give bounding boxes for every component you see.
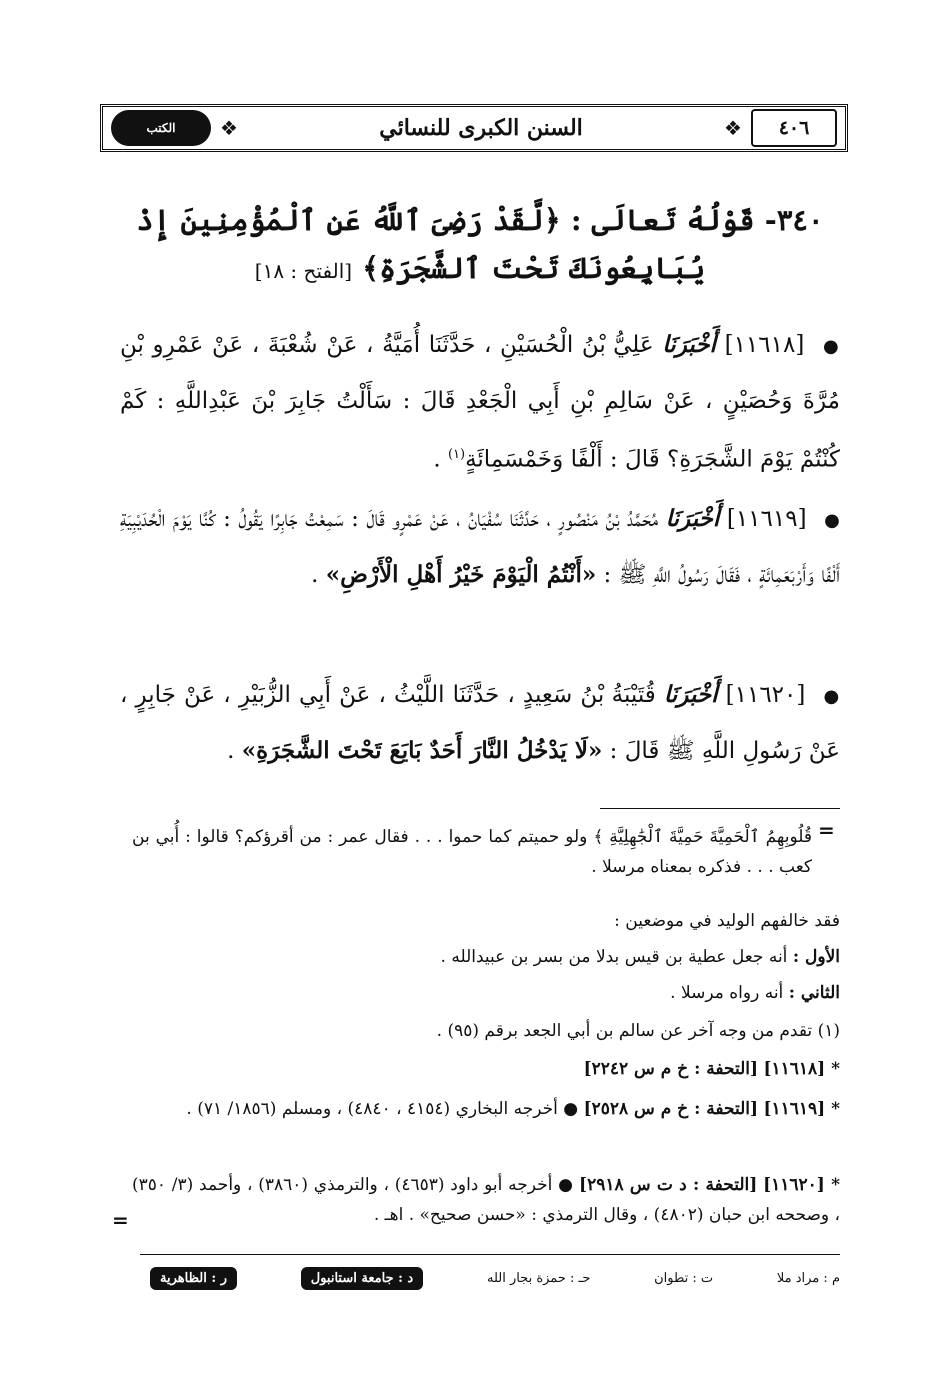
- footnote-text: أنه جعل عطية بن قيس بدلا من بسر بن عبيدالله .: [440, 947, 793, 967]
- tuhfa-ref: [التحفة : خ م س ٢٢٤٢]: [583, 1059, 759, 1079]
- bullet-icon: ●: [822, 336, 840, 357]
- manuscript-m: م : مراد ملا: [776, 1270, 840, 1286]
- akhbarana: أَخْبَرَنَا: [663, 681, 718, 708]
- continuation-mark: =: [818, 818, 835, 842]
- manuscript-h: حـ : حمزة بجار الله: [486, 1270, 591, 1286]
- hadith-end: .: [311, 562, 326, 588]
- footnote-line: [132, 942, 840, 972]
- tuhfa-ref: [التحفة : خ م س ٢٥٢٨]: [583, 1099, 759, 1119]
- takhrij-text: ● أخرجه أبو داود (٤٦٥٣) ، والترمذي (٣٨٦٠) ، وأحمد (٣/ ٣٥٠) ، وصححه ابن حبان (٤٨٠٢) ، وقال الترمذي : «حسن صحيح» . اهـ .: [132, 1175, 840, 1225]
- page-number: ٤٠٦: [751, 109, 837, 147]
- hadith-end: .: [433, 446, 448, 473]
- takhrij-2: [132, 1094, 840, 1124]
- hadith-number: [١١٦٢٠]: [725, 682, 806, 708]
- hadith-text: عَلِيُّ بْنُ الْحُسَيْنِ ، حَدَّثَنَا أُمَيَّةُ ، عَنْ شُعْبَةَ ، عَنْ عَمْرِو بْنِ مُرَّةَ وَحُصَيْنٍ ، عَنْ سَالِمِ بْنِ أَبِي الْجَعْدِ قَالَ : سَأَلْتُ جَابِرَ بْنَ عَبْدِاللَّهِ : كَمْ كُنْتُمْ يَوْمَ الشَّجَرَةِ؟ قَالَ : أَلْفًا وَخَمْسَمِائَةٍ: [120, 332, 840, 473]
- footnote-label: الأول :: [792, 947, 840, 967]
- manuscript-footer: [150, 1264, 840, 1292]
- footer-separator: [140, 1254, 840, 1255]
- footnote-marker: (١): [447, 447, 466, 462]
- footnote-line: فقد خالفهم الوليد في موضعين :: [614, 911, 840, 931]
- manuscript-r-badge: ر : الظاهرية: [150, 1267, 237, 1290]
- hadith-paragraph: [120, 492, 840, 602]
- hadith-paragraph: [120, 318, 840, 487]
- page-header: [100, 104, 848, 152]
- hadith-paragraph: [120, 668, 840, 778]
- chapter-heading: [120, 196, 840, 295]
- footnote-separator: [600, 808, 840, 809]
- footnote-continuation: قُلُوبِهِمُ ٱلْحَمِيَّةَ حَمِيَّةَ ٱلْجَٰهِلِيَّةِ ﴾ ولو حميتم كما حموا . . . فقال عمر : من أقرؤكم؟ قالوا : أُبي بن كعب . . . فذكره بمعناه مرسلا .: [132, 827, 812, 877]
- continuation-mark: =: [112, 1208, 129, 1232]
- akhbarana: أَخْبَرَنَا: [665, 505, 720, 532]
- takhrij-text: ● أخرجه البخاري (٤١٥٤ ، ٤٨٤٠) ، ومسلم (١٨٥٦/ ٧١) .: [186, 1099, 579, 1119]
- ornament-icon: ❖: [220, 116, 238, 140]
- footnote-text: أنه رواه مرسلا .: [670, 983, 789, 1003]
- footnote-1: (١) تقدم من وجه آخر عن سالم بن أبي الجعد برقم (٩٥) .: [436, 1021, 840, 1041]
- hadith-text: مُحَمَّدُ بْنُ مَنْصُورٍ ، حَدَّثَنَا سُفْيَانُ ، عَنْ عَمْرٍو قَالَ : سَمِعْتُ جَابِرًا يَقُولُ : كُنَّا يَوْمَ الْحُدَيْبِيَةِ أَلْفًا وَأَرْبَعَمِائَةٍ ، فَقَالَ رَسُولُ اللَّهِ ﷺ :: [120, 506, 840, 588]
- takhrij-number: * [١١٦١٨]: [763, 1059, 840, 1079]
- verse-reference: [الفتح : ١٨]: [254, 259, 353, 283]
- akhbarana: أَخْبَرَنَا: [662, 331, 716, 358]
- takhrij-number: * [١١٦٢٠]: [763, 1175, 840, 1195]
- bullet-icon: ●: [824, 510, 841, 531]
- takhrij-1: [132, 1054, 840, 1084]
- tuhfa-ref: [التحفة : د ت س ٢٩١٨]: [579, 1175, 758, 1195]
- takhrij-number: * [١١٦١٩]: [763, 1099, 840, 1119]
- book-title: السنن الكبرى للنسائي: [379, 115, 583, 141]
- ornament-icon: ❖: [724, 116, 742, 140]
- footnote-label: الثاني :: [788, 983, 840, 1003]
- bullet-icon: ●: [823, 686, 841, 707]
- publisher-logo: الكتب: [111, 110, 211, 146]
- hadith-number: [١١٦١٩]: [726, 506, 807, 532]
- prophetic-saying: «أَنْتُمُ الْيَوْمَ خَيْرُ أَهْلِ الْأَرْضِ»: [325, 561, 597, 588]
- manuscript-t: ت : تطوان: [654, 1270, 714, 1286]
- footnote-line: [132, 978, 840, 1008]
- manuscript-d-badge: د : جامعة استانبول: [301, 1267, 423, 1290]
- hadith-text: قُتَيْبَةُ بْنُ سَعِيدٍ ، حَدَّثَنَا اللَّيْثُ ، عَنْ أَبِي الزُّبَيْرِ ، عَنْ جَابِرٍ ، عَنْ رَسُولِ اللَّهِ ﷺ قَالَ :: [120, 682, 840, 764]
- hadith-end: .: [227, 738, 242, 764]
- chapter-title: ٣٤٠- قَوْلُهُ تَعالَى : ﴿لَّقَدْ رَضِىَ ٱللَّهُ عَنِ ٱلْمُؤْمِنِينَ إِذْ يُبَايِعُونَكَ تَحْتَ ٱلشَّجَرَةِ﴾: [136, 203, 824, 285]
- hadith-number: [١١٦١٨]: [724, 332, 805, 358]
- takhrij-3: [132, 1170, 840, 1230]
- prophetic-saying: «لَا يَدْخُلُ النَّارَ أَحَدٌ بَايَعَ تَحْتَ الشَّجَرَةِ»: [241, 737, 603, 764]
